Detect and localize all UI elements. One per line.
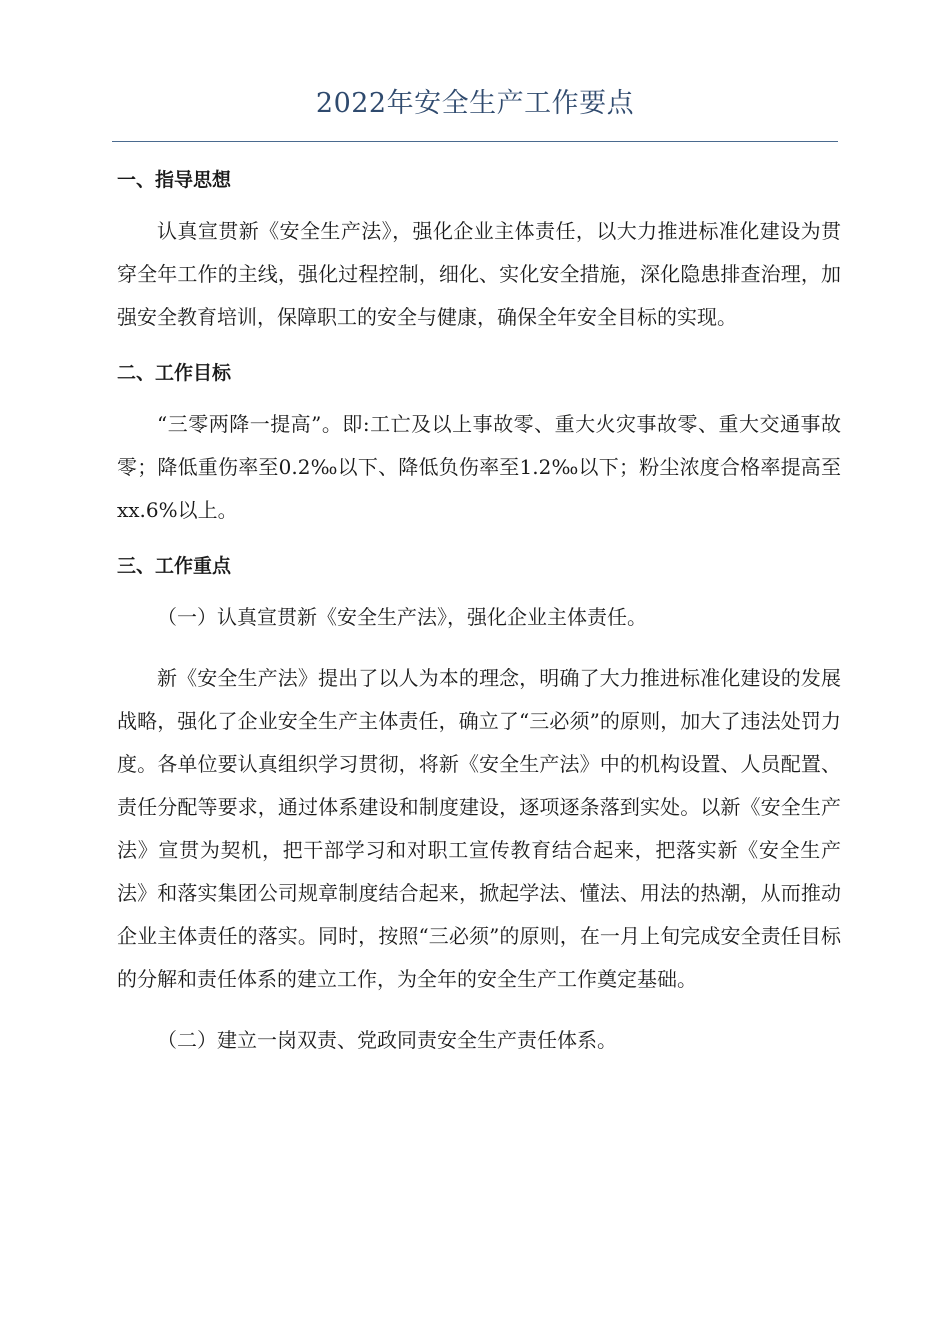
title-divider <box>112 141 838 142</box>
section-paragraph-guiding-ideology: 认真宣贯新《安全生产法》，强化企业主体责任，以大力推进标准化建设为贯穿全年工作的主线，强化过程控制，细化、实化安全措施，深化隐患排查治理，加强安全教育培训，保障职工的安全与健康，确保全年安全目标的实现。 <box>117 219 841 329</box>
subsection-title-1: （一）认真宣贯新《安全生产法》，强化企业主体责任。 <box>157 605 647 629</box>
section-heading-guiding-ideology: 一、指导思想 <box>117 169 232 191</box>
document-body <box>117 160 841 1062</box>
section-heading-work-goals: 二、工作目标 <box>117 362 232 384</box>
section-paragraph-work-goals: “三零两降一提高”。即:工亡及以上事故零、重大火灾事故零、重大交通事故零；降低重伤率至0.2‰以下、降低负伤率至1.2‰以下；粉尘浓度合格率提高至xx.6%以上。 <box>117 412 841 522</box>
section-heading-work-focus: 三、工作重点 <box>117 555 232 577</box>
document-title: 2022年安全生产工作要点 <box>315 88 635 119</box>
subsection-title-2: （二）建立一岗双责、党政同责安全生产责任体系。 <box>157 1028 617 1052</box>
subsection-paragraph-1: 新《安全生产法》提出了以人为本的理念，明确了大力推进标准化建设的发展战略，强化了企业安全生产主体责任，确立了“三必须”的原则，加大了违法处罚力度。各单位要认真组织学习贯彻，将新《安全生产法》中的机构设置、人员配置、责任分配等要求，通过体系建设和制度建设，逐项逐条落到实处。以新《安全生产法》宣贯为契机，把干部学习和对职工宣传教育结合起来，把落实新《安全生产法》和落实集团公司规章制度结合起来，掀起学法、懂法、用法的热潮，从而推动企业主体责任的落实。同时，按照“三必须”的原则，在一月上旬完成安全责任目标的分解和责任体系的建立工作，为全年的安全生产工作奠定基础。 <box>117 666 841 991</box>
